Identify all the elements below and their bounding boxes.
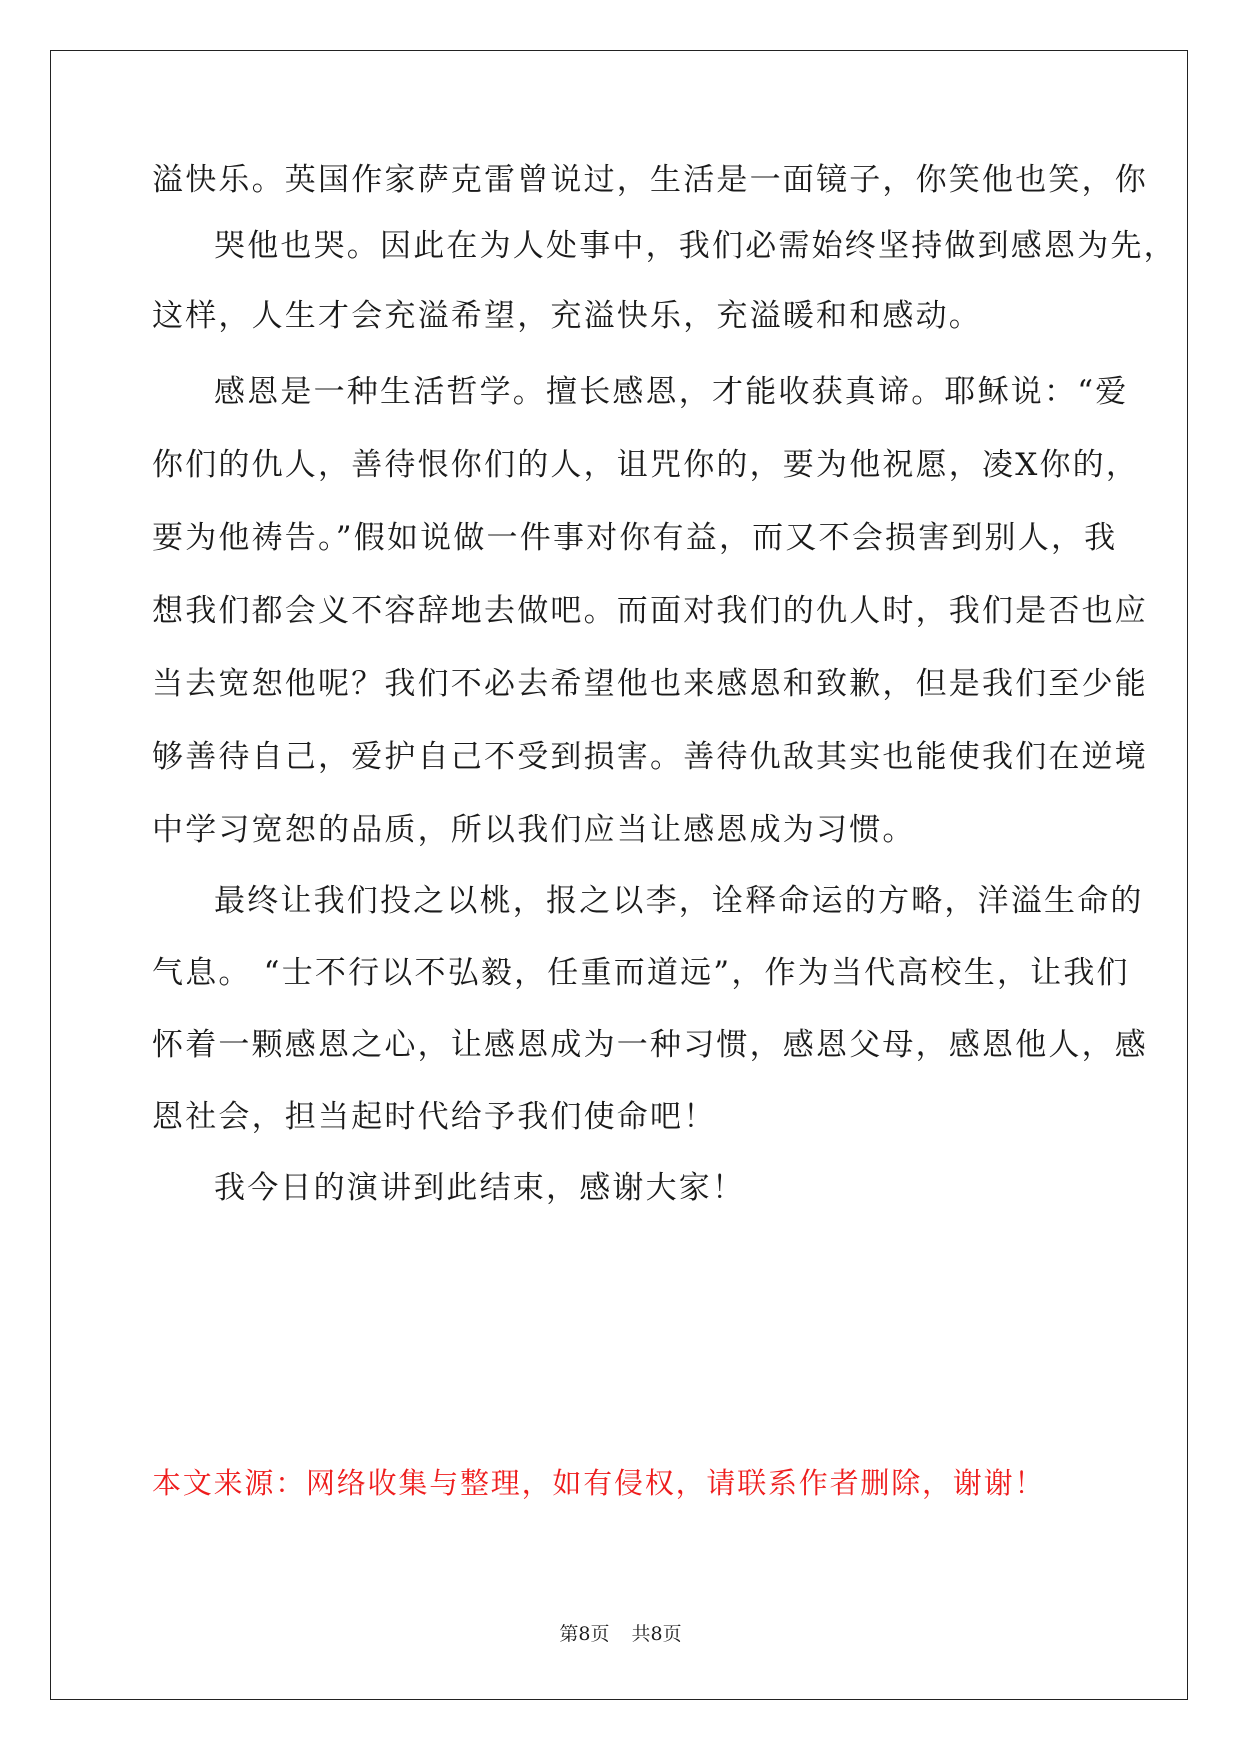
body-line: 这样，人生才会充溢希望，充溢快乐，充溢暖和和感动。 bbox=[152, 298, 982, 334]
body-line: 当去宽恕他呢？我们不必去希望他也来感恩和致歉，但是我们至少能 bbox=[152, 666, 1148, 702]
body-line: 溢快乐。英国作家萨克雷曾说过，生活是一面镜子，你笑他也笑，你 bbox=[152, 162, 1148, 198]
body-line: 你们的仇人，善待恨你们的人，诅咒你的，要为他祝愿，凌X你的， bbox=[152, 447, 1140, 483]
body-line: 要为他祷告。”假如说做一件事对你有益，而又不会损害到别人，我 bbox=[152, 520, 1118, 556]
body-line: 恩社会，担当起时代给予我们使命吧！ bbox=[152, 1099, 717, 1135]
page-number: 第8页 bbox=[559, 1623, 610, 1645]
body-line: 中学习宽恕的品质，所以我们应当让感恩成为习惯。 bbox=[152, 812, 916, 848]
body-line: 感恩是一种生活哲学。擅长感恩，才能收获真谛。耶稣说：“爱 bbox=[214, 374, 1129, 410]
page-footer bbox=[0, 1622, 1241, 1646]
body-line: 哭他也哭。因此在为人处事中，我们必需始终坚持做到感恩为先， bbox=[214, 228, 1177, 264]
body-line: 我今日的演讲到此结束，感谢大家！ bbox=[214, 1170, 746, 1206]
body-line: 够善待自己，爱护自己不受到损害。善待仇敌其实也能使我们在逆境 bbox=[152, 739, 1148, 775]
source-note: 本文来源：网络收集与整理，如有侵权，请联系作者删除，谢谢！ bbox=[152, 1466, 1046, 1500]
body-line: 怀着一颗感恩之心，让感恩成为一种习惯，感恩父母，感恩他人，感 bbox=[152, 1027, 1148, 1063]
body-line: 想我们都会义不容辞地去做吧。而面对我们的仇人时，我们是否也应 bbox=[152, 593, 1148, 629]
body-line: 最终让我们投之以桃，报之以李，诠释命运的方略，洋溢生命的 bbox=[214, 883, 1144, 919]
body-line: 气息。 “士不行以不弘毅，任重而道远”，作为当代高校生，让我们 bbox=[152, 955, 1130, 991]
page-total: 共8页 bbox=[631, 1623, 682, 1645]
